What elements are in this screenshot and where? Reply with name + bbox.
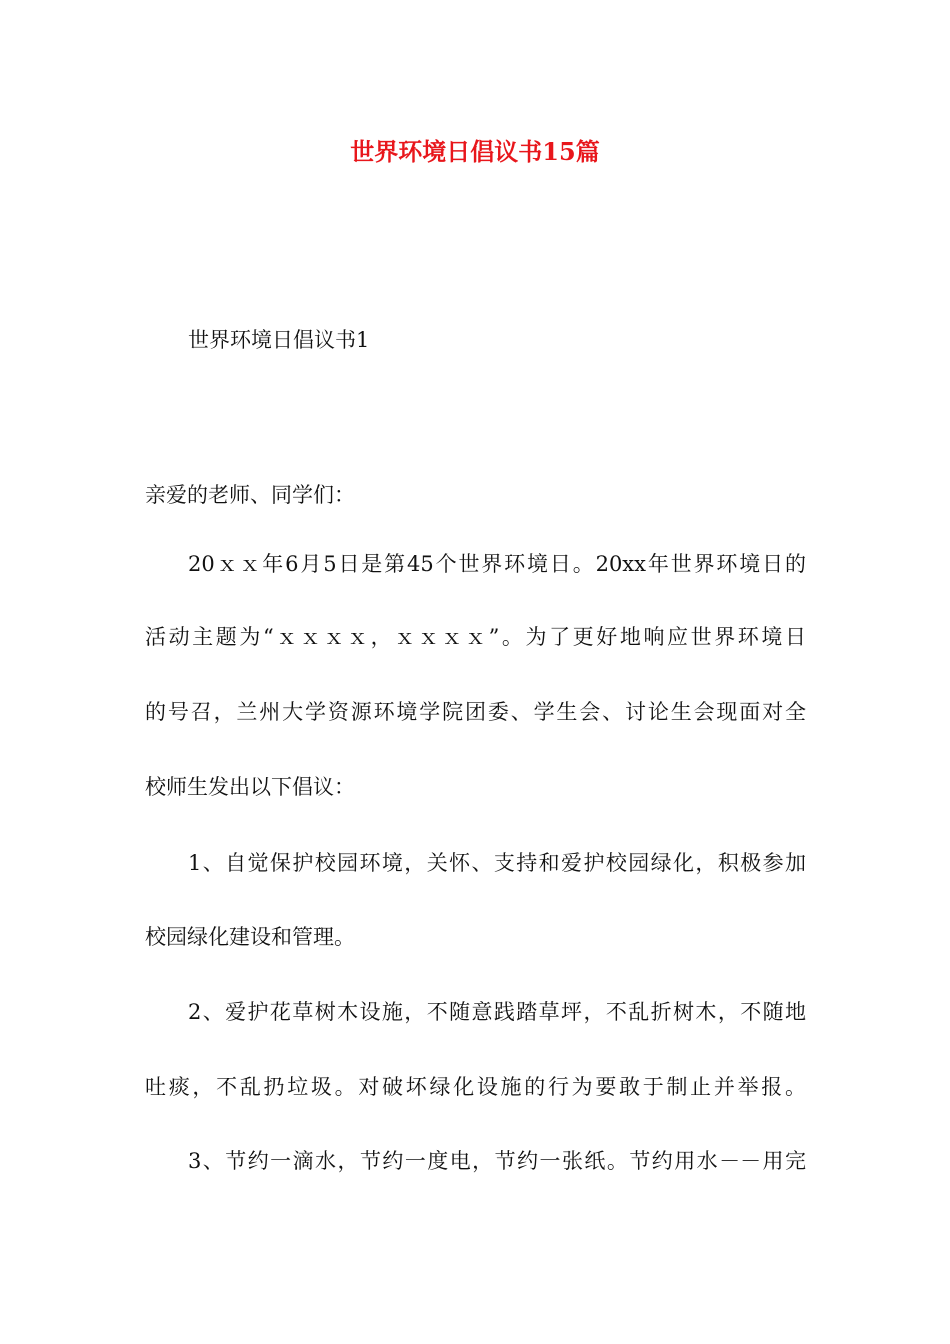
paragraph-line: 的号召，兰州大学资源环境学院团委、学生会、讨论生会现面对全 [145, 700, 806, 724]
paragraph-line: 20ｘｘ年6月5日是第45个世界环境日。20xx年世界环境日的 [188, 552, 806, 576]
paragraph-line: 1、自觉保护校园环境，关怀、支持和爱护校园绿化，积极参加 [188, 851, 806, 875]
document-title: 世界环境日倡议书15篇 [350, 137, 600, 166]
paragraph-line: 2、爱护花草树木设施，不随意践踏草坪，不乱折树木，不随地 [188, 1000, 806, 1024]
section-heading: 世界环境日倡议书1 [188, 328, 370, 352]
paragraph-line: 吐痰，不乱扔垃圾。对破坏绿化设施的行为要敢于制止并举报。 [145, 1075, 806, 1099]
paragraph-line: 校师生发出以下倡议： [145, 775, 355, 799]
paragraph-line: 校园绿化建设和管理。 [145, 925, 355, 949]
salutation: 亲爱的老师、同学们： [145, 483, 355, 507]
paragraph-line: 3、节约一滴水，节约一度电，节约一张纸。节约用水－－用完 [188, 1149, 806, 1173]
paragraph-line: 活动主题为“ｘｘｘｘ，ｘｘｘｘ”。为了更好地响应世界环境日 [145, 625, 806, 649]
